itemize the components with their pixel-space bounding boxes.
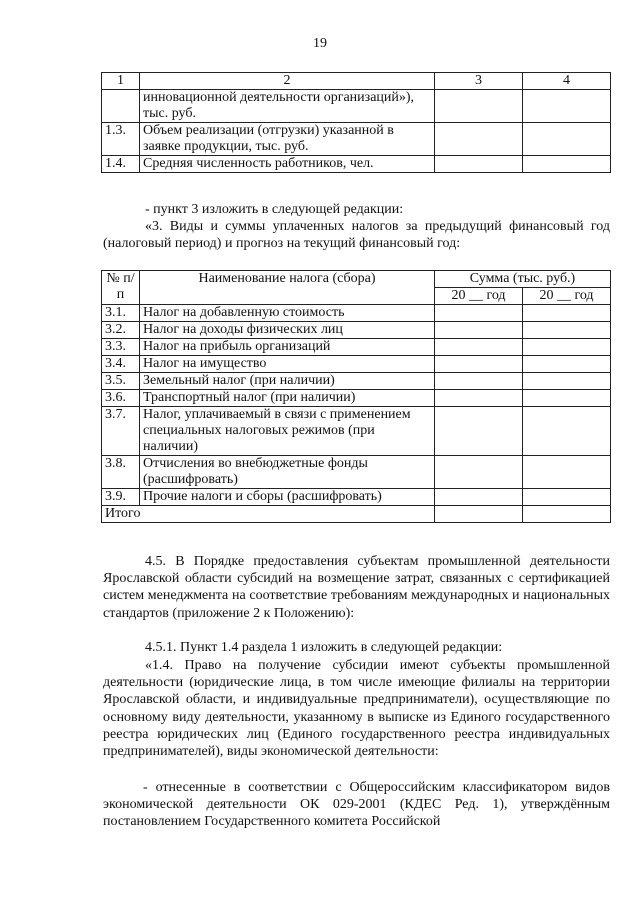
row-number: 3.7. xyxy=(102,407,140,456)
total-year-2 xyxy=(523,506,611,523)
sum-year-2 xyxy=(523,407,611,456)
sum-year-2 xyxy=(523,356,611,373)
table-header-row xyxy=(102,73,611,90)
tax-table xyxy=(101,270,611,523)
row-number: 3.5. xyxy=(102,373,140,390)
row-value-2 xyxy=(523,123,611,156)
total-label: Итого xyxy=(102,506,435,523)
intro-paragraph: «3. Виды и суммы уплаченных налогов за предыдущий финансовый год (налоговый период) и прогноз на текущий финансовый год: xyxy=(103,219,610,252)
col-header-2: 2 xyxy=(140,73,435,90)
table-row xyxy=(102,489,611,506)
row-number: 3.1. xyxy=(102,305,140,322)
header-sum: Сумма (тыс. руб.) xyxy=(435,271,611,288)
tax-name: Земельный налог (при наличии) xyxy=(140,373,435,390)
col-header-4: 4 xyxy=(523,73,611,90)
row-value-2 xyxy=(523,156,611,173)
sum-year-2 xyxy=(523,489,611,506)
intro-line: - пункт 3 изложить в следующей редакции: xyxy=(145,202,404,217)
total-row xyxy=(102,506,611,523)
tax-name: Прочие налоги и сборы (расшифровать) xyxy=(140,489,435,506)
sum-year-2 xyxy=(523,322,611,339)
sum-year-1 xyxy=(435,489,523,506)
table-row xyxy=(102,339,611,356)
tax-name: Налог на имущество xyxy=(140,356,435,373)
col-header-3: 3 xyxy=(435,73,523,90)
table-row xyxy=(102,407,611,456)
col-header-1: 1 xyxy=(102,73,140,90)
row-number: 3.2. xyxy=(102,322,140,339)
row-value-1 xyxy=(435,123,523,156)
quote-1-4: «1.4. Право на получение субсидии имеют субъекты промышленной деятельности (юридические лица, в том числе имеющие филиалы на территории Ярославской области, и индивидуальные предприниматели), осуществляющие по основному виду деятельности, указанному в выписке из Единого государственного реестра юридических лиц (Единого государственного реестра индивидуальных предпринимателей), виды экономической деятельности: xyxy=(103,658,610,760)
tax-name: Налог, уплачиваемый в связи с применением специальных налоговых режимов (при наличии) xyxy=(140,407,435,456)
row-number: 3.3. xyxy=(102,339,140,356)
tax-name: Налог на прибыль организаций xyxy=(140,339,435,356)
header-year-2: 20 __ год xyxy=(523,288,611,305)
sum-year-1 xyxy=(435,407,523,456)
sum-year-1 xyxy=(435,305,523,322)
sum-year-1 xyxy=(435,390,523,407)
total-year-1 xyxy=(435,506,523,523)
sum-year-1 xyxy=(435,322,523,339)
tax-name: Налог на добавленную стоимость xyxy=(140,305,435,322)
table-row xyxy=(102,373,611,390)
page-number: 19 xyxy=(313,36,327,51)
header-year-1: 20 __ год xyxy=(435,288,523,305)
table-row xyxy=(102,123,611,156)
row-text: Объем реализации (отгрузки) указанной в заявке продукции, тыс. руб. xyxy=(140,123,435,156)
header-num: № п/п xyxy=(102,271,140,305)
sum-year-2 xyxy=(523,390,611,407)
row-value-2 xyxy=(523,90,611,123)
row-value-1 xyxy=(435,90,523,123)
row-number: 3.6. xyxy=(102,390,140,407)
table-row xyxy=(102,322,611,339)
row-text: Средняя численность работников, чел. xyxy=(140,156,435,173)
tax-name: Налог на доходы физических лиц xyxy=(140,322,435,339)
tax-table-header-row xyxy=(102,271,611,288)
bullet-okved: - отнесенные в соответствии с Общероссийским классификатором видов экономической деятельности ОК 029-2001 (КДЕС Ред. 1), утверждённым постановлением Государственного комитета Российской xyxy=(103,780,610,830)
row-number xyxy=(102,90,140,123)
row-number: 1.4. xyxy=(102,156,140,173)
row-number: 3.4. xyxy=(102,356,140,373)
header-tax-name: Наименование налога (сбора) xyxy=(140,271,435,305)
table-continuation xyxy=(101,72,611,173)
sum-year-2 xyxy=(523,373,611,390)
sum-year-1 xyxy=(435,373,523,390)
sum-year-1 xyxy=(435,456,523,489)
sum-year-1 xyxy=(435,356,523,373)
row-number: 3.9. xyxy=(102,489,140,506)
table-row xyxy=(102,90,611,123)
sum-year-2 xyxy=(523,456,611,489)
table-row xyxy=(102,456,611,489)
table-row xyxy=(102,156,611,173)
table-row xyxy=(102,305,611,322)
row-number: 1.3. xyxy=(102,123,140,156)
tax-name: Транспортный налог (при наличии) xyxy=(140,390,435,407)
sum-year-1 xyxy=(435,339,523,356)
table-row xyxy=(102,390,611,407)
table-row xyxy=(102,356,611,373)
row-text: инновационной деятельности организаций»), тыс. руб. xyxy=(140,90,435,123)
row-number: 3.8. xyxy=(102,456,140,489)
section-4-5-1: 4.5.1. Пункт 1.4 раздела 1 изложить в следующей редакции: xyxy=(145,640,503,655)
sum-year-2 xyxy=(523,305,611,322)
tax-name: Отчисления во внебюджетные фонды (расшифровать) xyxy=(140,456,435,489)
section-4-5: 4.5. В Порядке предоставления субъектам промышленной деятельности Ярославской области субсидий на возмещение затрат, связанных с сертификацией систем менеджмента на соответствие требованиям международных и национальных стандартов (приложение 2 к Положению): xyxy=(103,554,610,621)
sum-year-2 xyxy=(523,339,611,356)
row-value-1 xyxy=(435,156,523,173)
